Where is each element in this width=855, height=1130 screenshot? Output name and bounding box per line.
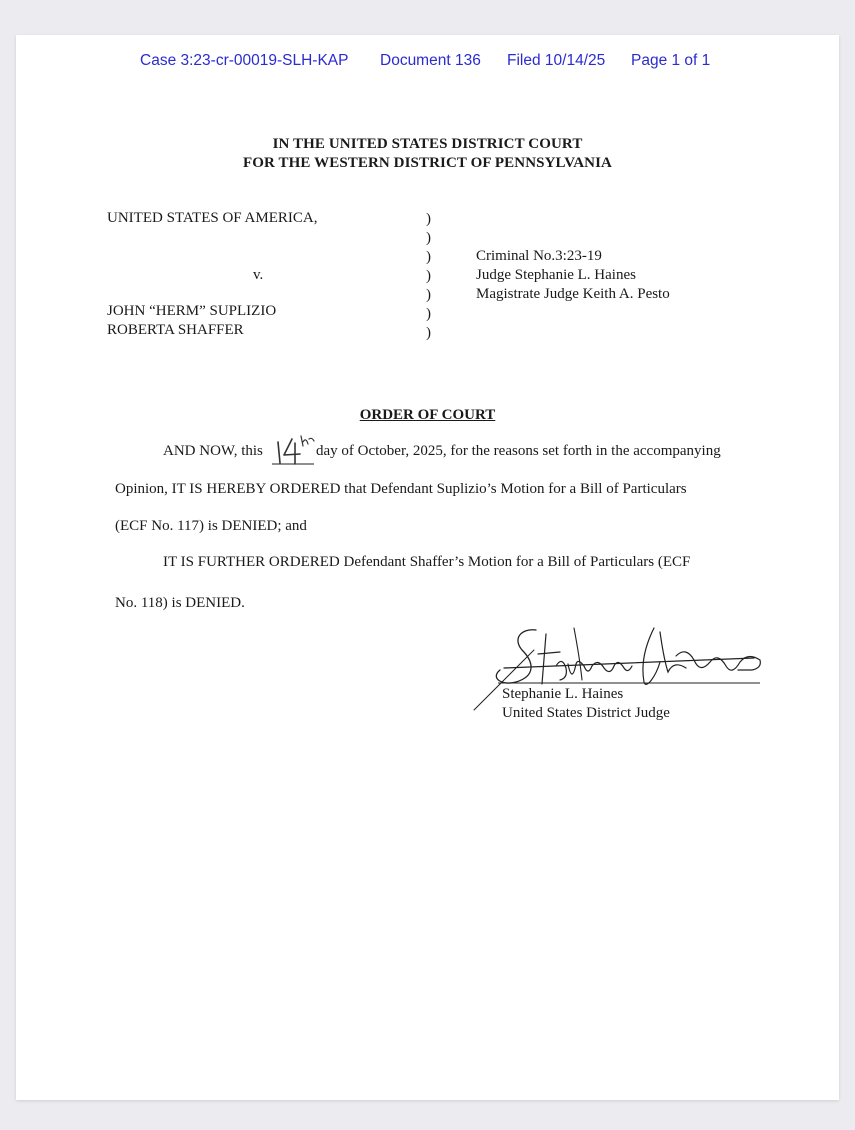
district-judge: Judge Stephanie L. Haines — [476, 267, 636, 283]
document-page — [16, 35, 839, 1100]
caption-versus: v. — [253, 267, 264, 283]
court-heading-line1: IN THE UNITED STATES DISTRICT COURT — [272, 136, 583, 152]
handwritten-day-mark — [270, 433, 316, 467]
case-info-block — [476, 247, 670, 304]
order-paragraph2-line1: IT IS FURTHER ORDERED Defendant Shaffer’s Motion for a Bill of Particulars (ECF — [163, 554, 691, 570]
order-title: ORDER OF COURT — [359, 407, 496, 423]
document-number-stamp: Document 136 — [380, 52, 481, 69]
caption-paren: ) — [426, 211, 431, 227]
case-number-stamp: Case 3:23-cr-00019-SLH-KAP — [140, 52, 349, 69]
caption-defendant-2: ROBERTA SHAFFER — [107, 322, 244, 338]
criminal-number: Criminal No.3:23-19 — [476, 248, 602, 264]
signature-block — [502, 685, 670, 723]
signer-name: Stephanie L. Haines — [502, 686, 624, 702]
order-paragraph2-line2: No. 118) is DENIED. — [115, 595, 245, 611]
caption-plaintiff: UNITED STATES OF AMERICA, — [107, 210, 318, 226]
court-heading-line2: FOR THE WESTERN DISTRICT OF PENNSYLVANIA — [243, 155, 612, 171]
order-paragraph1-line2: Opinion, IT IS HEREBY ORDERED that Defendant Suplizio’s Motion for a Bill of Particulars — [115, 481, 687, 497]
caption-paren: ) — [426, 325, 431, 341]
magistrate-judge: Magistrate Judge Keith A. Pesto — [476, 286, 670, 302]
caption-paren: ) — [426, 249, 431, 265]
caption-paren: ) — [426, 268, 431, 284]
caption-paren: ) — [426, 287, 431, 303]
order-paragraph1-end: day of October, 2025, for the reasons set forth in the accompanying — [316, 443, 721, 459]
signer-title: United States District Judge — [502, 705, 670, 721]
caption-defendant-1: JOHN “HERM” SUPLIZIO — [107, 303, 277, 319]
order-paragraph1-start: AND NOW, this — [163, 443, 263, 459]
caption-paren: ) — [426, 306, 431, 322]
caption-paren: ) — [426, 230, 431, 246]
caption-parenthesis-column — [426, 210, 431, 343]
filed-date-stamp: Filed 10/14/25 — [507, 52, 606, 69]
order-paragraph1-line3: (ECF No. 117) is DENIED; and — [115, 518, 307, 534]
court-heading — [16, 135, 839, 173]
page-count-stamp: Page 1 of 1 — [631, 52, 711, 69]
